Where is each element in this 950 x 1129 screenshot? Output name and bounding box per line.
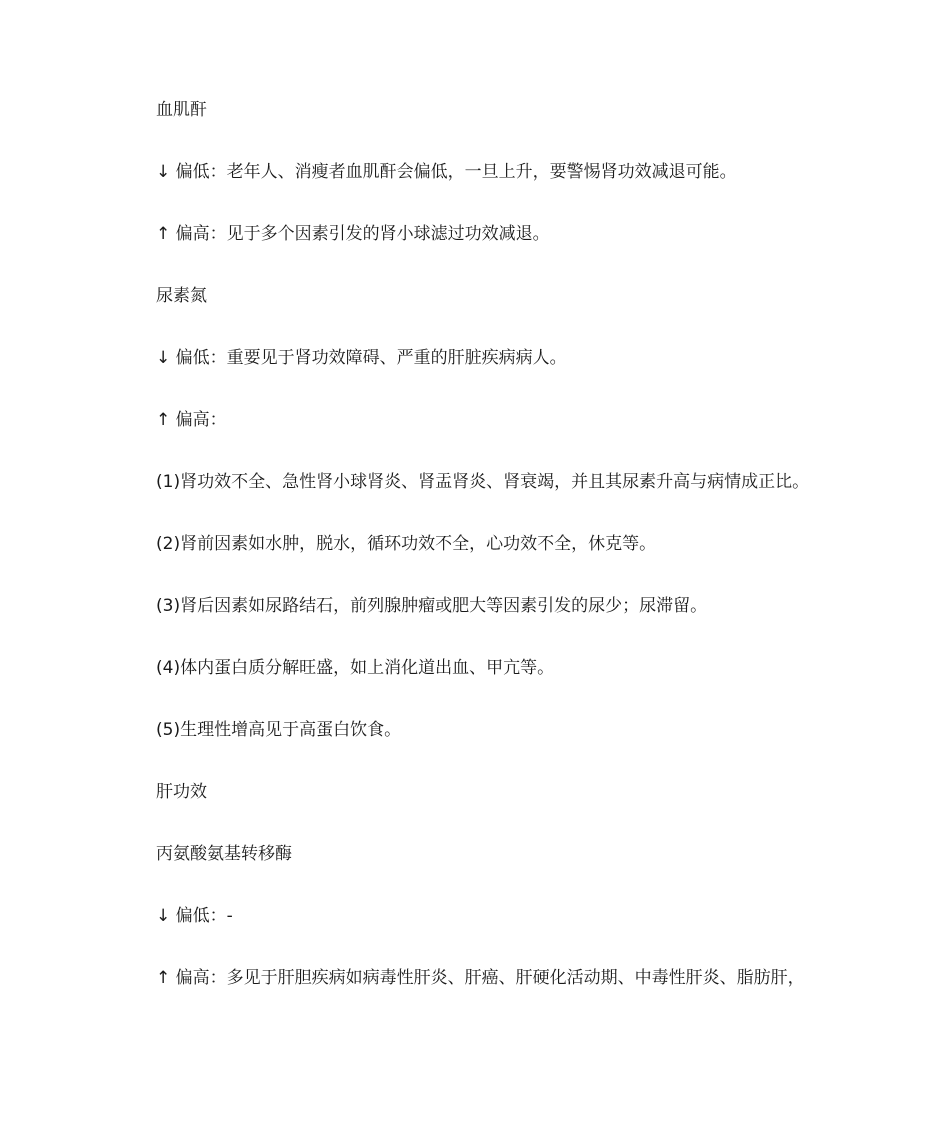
urea-high-item-4: (4)体内蛋白质分解旺盛，如上消化道出血、甲亢等。 (156, 658, 555, 678)
alt-low-note: ↓ 偏低：- (156, 906, 233, 926)
creatinine-low-note: ↓ 偏低：老年人、消瘦者血肌酐会偏低，一旦上升，要警惕肾功效减退可能。 (156, 162, 737, 182)
urea-high-item-5: (5)生理性增高见于高蛋白饮食。 (156, 720, 402, 740)
urea-high-item-1: (1)肾功效不全、急性肾小球肾炎、肾盂肾炎、肾衰竭，并且其尿素升高与病情成正比。 (156, 472, 810, 492)
document-body (120, 96, 836, 993)
urea-low-note: ↓ 偏低：重要见于肾功效障碍、严重的肝脏疾病病人。 (156, 348, 567, 368)
heading-serum-creatinine: 血肌酐 (156, 100, 207, 120)
alt-high-note: ↑ 偏高：多见于肝胆疾病如病毒性肝炎、肝癌、肝硬化活动期、中毒性肝炎、脂肪肝， (156, 968, 805, 988)
urea-high-item-2: (2)肾前因素如水肿，脱水，循环功效不全，心功效不全，休克等。 (156, 534, 657, 554)
heading-urea-nitrogen: 尿素氮 (156, 286, 207, 306)
creatinine-high-note: ↑ 偏高：见于多个因素引发的肾小球滤过功效减退。 (156, 224, 550, 244)
heading-liver-function: 肝功效 (156, 782, 207, 802)
urea-high-item-3: (3)肾后因素如尿路结石，前列腺肿瘤或肥大等因素引发的尿少；尿滞留。 (156, 596, 708, 616)
urea-high-label: ↑ 偏高： (156, 410, 227, 430)
heading-alt: 丙氨酸氨基转移酶 (156, 844, 292, 864)
